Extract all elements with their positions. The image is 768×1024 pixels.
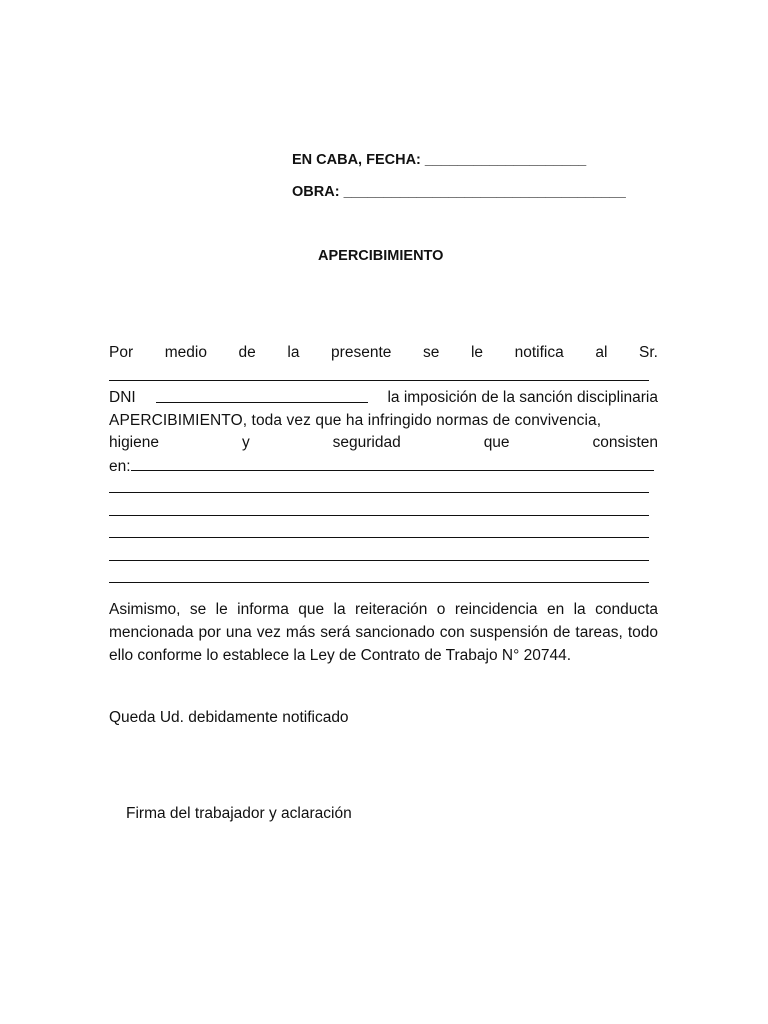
name-blank: [109, 365, 649, 381]
obra-blank: ___________________________________: [343, 184, 626, 200]
word: consisten: [592, 434, 658, 451]
signature-caption: Firma del trabajador y aclaración: [126, 805, 352, 822]
notice-paragraph: [109, 342, 658, 590]
notice-line-3: [109, 387, 658, 410]
obra-line: [292, 184, 626, 200]
word: Por: [109, 344, 134, 361]
dni-blank: [156, 387, 368, 403]
obra-label: OBRA:: [292, 184, 340, 200]
name-blank-line: [109, 365, 658, 388]
word: seguridad: [332, 434, 401, 451]
word: notifica: [514, 344, 564, 361]
word: que: [483, 434, 510, 451]
reason-blank: [109, 500, 649, 516]
reason-line-2: [109, 477, 658, 500]
reason-line-1: [109, 455, 658, 478]
reason-blank: [131, 455, 654, 471]
reason-blank: [109, 545, 649, 561]
reason-line-4: [109, 522, 658, 545]
reason-blank: [109, 522, 649, 538]
dni-label: DNI: [109, 389, 136, 406]
fecha-blank: ____________________: [424, 152, 587, 168]
document-title: APERCIBIMIENTO: [318, 248, 444, 264]
word: de: [238, 344, 256, 361]
dni-rest: la imposición de la sanción disciplinaria: [387, 389, 658, 406]
reason-line-6: [109, 567, 658, 590]
notified-statement: Queda Ud. debidamente notificado: [109, 709, 349, 726]
fecha-line: [292, 152, 586, 168]
word: presente: [331, 344, 392, 361]
notice-line-5: [109, 432, 658, 455]
word: higiene: [109, 434, 159, 451]
word: al: [595, 344, 608, 361]
word: y: [241, 434, 250, 451]
reason-line-3: [109, 500, 658, 523]
en-label: en:: [109, 457, 131, 475]
fecha-label: EN CABA, FECHA:: [292, 152, 421, 168]
word: la: [287, 344, 300, 361]
notice-line-4: APERCIBIMIENTO, toda vez que ha infringido normas de convivencia,: [109, 411, 602, 429]
word: se: [422, 344, 440, 361]
word: medio: [164, 344, 207, 361]
reason-blank: [109, 567, 649, 583]
warning-paragraph: Asimismo, se le informa que la reiteración o reincidencia en la conducta mencionada por una vez más será sancionado con suspensión de tareas, todo ello conforme lo establece la Ley de Contrato de Trabajo N° 20744.: [109, 601, 658, 664]
reason-blank: [109, 477, 649, 493]
reason-line-5: [109, 545, 658, 568]
word: Sr.: [639, 344, 658, 361]
notice-line-1: [109, 342, 658, 365]
word: le: [470, 344, 484, 361]
